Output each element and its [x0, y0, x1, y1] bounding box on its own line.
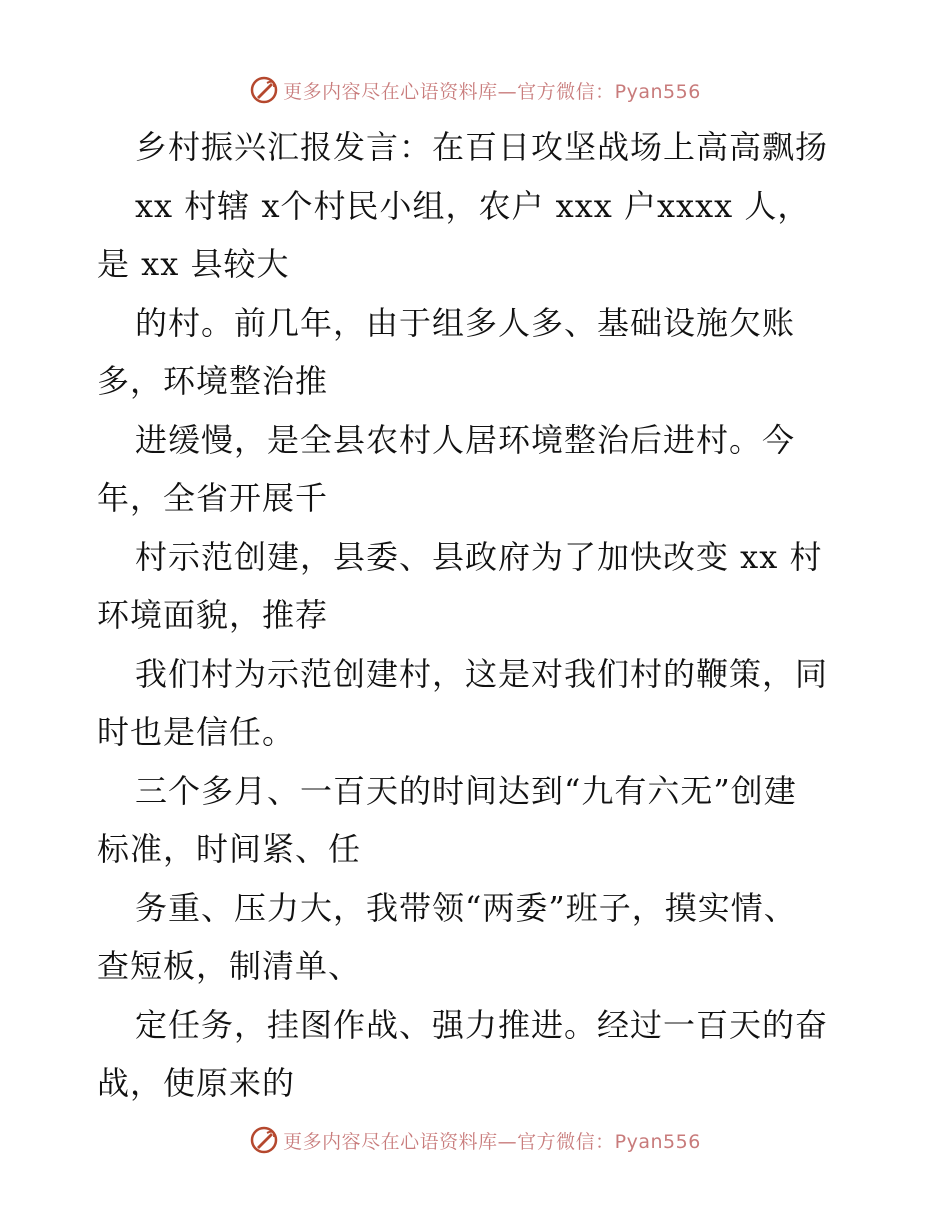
paragraph-line: 我们村为示范创建村，这是对我们村的鞭策，同	[135, 654, 829, 693]
paragraph-line: 的村。前几年，由于组多人多、基础设施欠账	[135, 303, 796, 342]
paragraph-line: 务重、压力大，我带领“两委”班子，摸实情、	[135, 888, 797, 927]
document-body	[97, 118, 857, 1113]
header-watermark	[0, 70, 950, 110]
paragraph-line: 时也是信任。	[97, 713, 296, 751]
paragraph-line: 三个多月、一百天的时间达到“九有六无”创建	[135, 771, 797, 810]
paragraph-line: 查短板，制清单、	[97, 947, 362, 985]
paragraph-line: 环境面貌，推荐	[97, 596, 329, 634]
paragraph-line: 多，环境整治推	[97, 362, 329, 400]
quill-logo-icon	[249, 75, 279, 105]
paragraph-line: 战，使原来的	[97, 1064, 296, 1102]
paragraph-line: 进缓慢，是全县农村人居环境整治后进村。今	[135, 420, 796, 459]
document-title: 乡村振兴汇报发言：在百日攻坚战场上高高飘扬	[135, 128, 829, 166]
footer-watermark	[0, 1120, 950, 1160]
paragraph-line: 村示范创建，县委、县政府为了加快改变 xx 村	[135, 537, 823, 576]
paragraph-line: 年，全省开展千	[97, 479, 329, 517]
quill-logo-icon	[249, 1125, 279, 1155]
footer-watermark-text: 更多内容尽在心语资料库—官方微信：Pyan556	[283, 1130, 701, 1153]
paragraph-line: 定任务，挂图作战、强力推进。经过一百天的奋	[135, 1005, 829, 1044]
paragraph-line: 是 xx 县较大	[97, 245, 290, 283]
paragraph-line: 标准，时间紧、任	[97, 830, 362, 868]
header-watermark-text: 更多内容尽在心语资料库—官方微信：Pyan556	[283, 80, 701, 103]
paragraph-line: xx 村辖 x个村民小组，农户 xxx 户xxxx 人，	[135, 186, 811, 225]
